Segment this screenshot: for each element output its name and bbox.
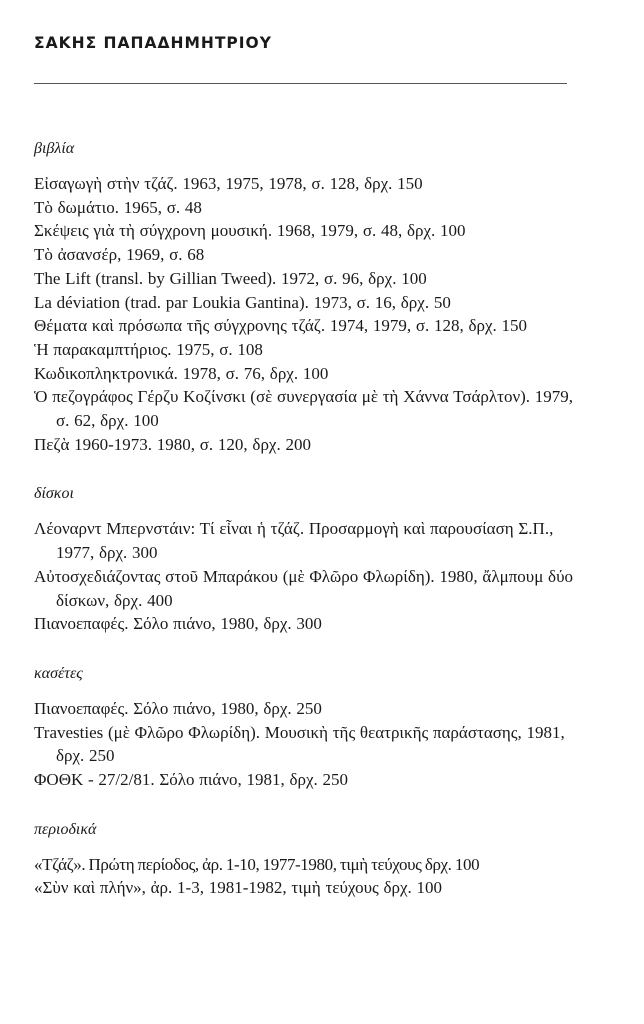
list-item: Πεζὰ 1960-1973. 1980, σ. 120, δρχ. 200 <box>34 434 311 454</box>
list-item: Κωδικοπληκτρονικά. 1978, σ. 76, δρχ. 100 <box>34 363 329 383</box>
header-rule <box>34 83 567 84</box>
list-item: Τὸ ἀσανσέρ, 1969, σ. 68 <box>34 245 205 265</box>
list-item: Λέοναρντ Μπερνστάιν: Τί εἶναι ἡ τζάζ. Προσαρμογὴ καὶ παρουσίαση Σ.Π., 1977, δρχ. 300 <box>34 519 554 563</box>
list-item: Αὐτοσχεδιάζοντας στοῦ Μπαράκου (μὲ Φλῶρο Φλωρίδη). 1980, ἄλμπουμ δύο δίσκων, δρχ. 400 <box>34 566 573 610</box>
list-item: Εἰσαγωγὴ στὴν τζάζ. 1963, 1975, 1978, σ. 128, δρχ. 150 <box>34 174 423 193</box>
section-spacer <box>34 792 589 819</box>
section-spacer <box>34 636 589 663</box>
section-records <box>34 483 589 636</box>
list-item: Τὸ δωμάτιο. 1965, σ. 48 <box>34 197 202 217</box>
section-title: βιβλία <box>34 140 75 157</box>
list-item: Πιανοεπαφές. Σόλο πιάνο, 1980, δρχ. 300 <box>34 614 322 634</box>
section-title: περιοδικά <box>34 820 97 838</box>
list-item: Θέματα καὶ πρόσωπα τῆς σύγχρονης τζάζ. 1974, 1979, σ. 128, δρχ. 150 <box>34 316 528 336</box>
list-item: La déviation (trad. par Loukia Gantina). 1973, σ. 16, δρχ. 50 <box>34 292 451 312</box>
section-books <box>34 138 589 456</box>
section-cassettes <box>34 663 589 792</box>
list-item: «Τζάζ». Πρώτη περίοδος, ἀρ. 1-10, 1977-1980, τιμὴ τεύχους δρχ. 100 <box>34 854 480 874</box>
list-item: Ἡ παρακαμπτήριος. 1975, σ. 108 <box>34 339 263 359</box>
list-item: «Σὺν καὶ πλήν», ἀρ. 1-3, 1981-1982, τιμὴ τεύχους δρχ. 100 <box>34 878 443 898</box>
list-item: Ὁ πεζογράφος Γέρζυ Κοζίνσκι (σὲ συνεργασία μὲ τὴ Χάννα Τσάρλτον). 1979, σ. 62, δρχ. 100 <box>34 387 574 431</box>
list-item: Σκέψεις γιὰ τὴ σύγχρονη μουσική. 1968, 1979, σ. 48, δρχ. 100 <box>34 221 466 241</box>
list-item: Πιανοεπαφές. Σόλο πιάνο, 1980, δρχ. 250 <box>34 698 322 718</box>
list-item: Travesties (μὲ Φλῶρο Φλωρίδη). Μουσικὴ τῆς θεατρικῆς παράστασης, 1981, δρχ. 250 <box>34 722 565 766</box>
bibliography <box>34 138 589 900</box>
list-item: ΦΟΘΚ - 27/2/81. Σόλο πιάνο, 1981, δρχ. 250 <box>34 770 349 790</box>
section-periodicals <box>34 819 589 900</box>
section-title: δίσκοι <box>34 485 74 503</box>
section-title: κασέτες <box>34 664 83 682</box>
author-heading: ΣΑΚΗΣ ΠΑΠΑΔΗΜΗΤΡΙΟΥ <box>34 34 272 52</box>
section-spacer <box>34 456 589 483</box>
list-item: The Lift (transl. by Gillian Tweed). 1972, σ. 96, δρχ. 100 <box>34 268 427 288</box>
